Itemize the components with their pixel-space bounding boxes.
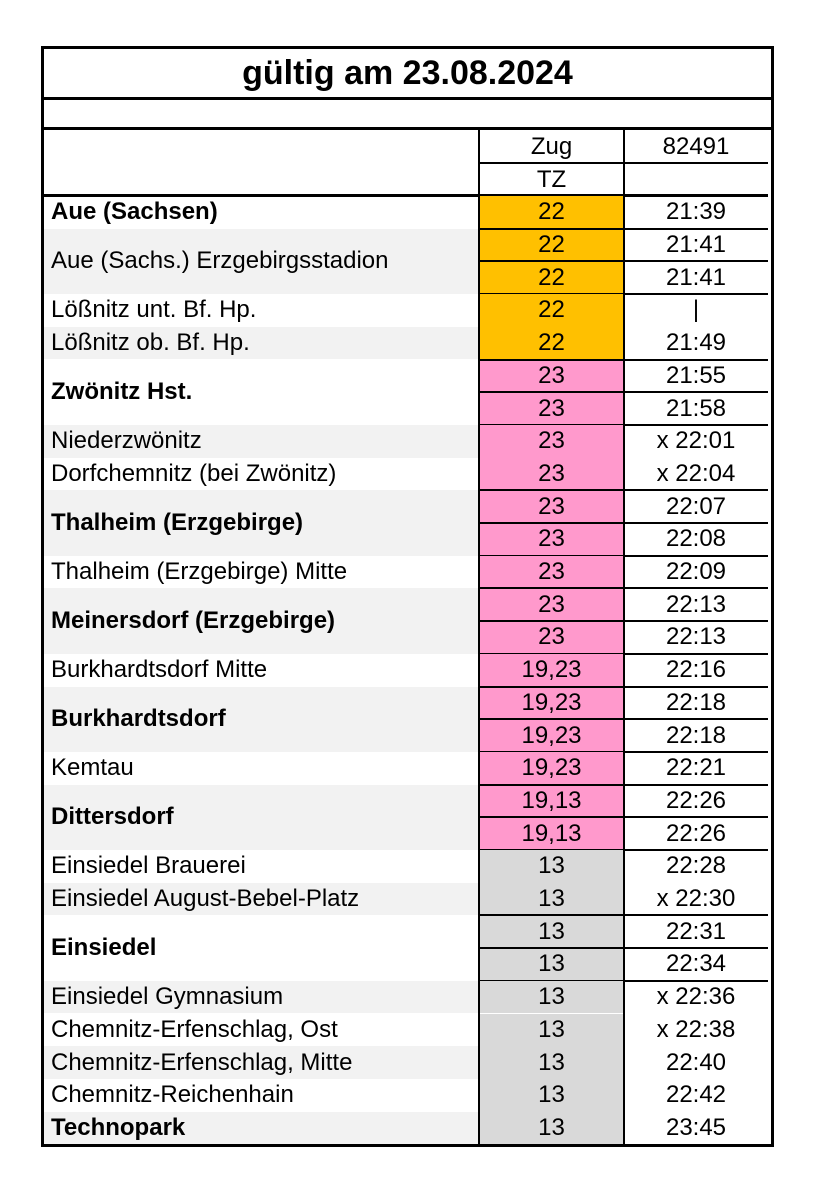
station-name: Lößnitz unt. Bf. Hp. bbox=[51, 296, 257, 324]
tz-cell: 23 bbox=[479, 360, 624, 393]
tz-cell: 23 bbox=[479, 588, 624, 621]
tz-cell: 13 bbox=[479, 1112, 624, 1145]
station-name: Thalheim (Erzgebirge) Mitte bbox=[51, 558, 348, 586]
station-name: Aue (Sachs.) Erzgebirgsstadion bbox=[44, 229, 486, 294]
station-name: Chemnitz-Erfenschlag, Mitte bbox=[44, 1046, 486, 1079]
time-cell: 21:58 bbox=[665, 394, 727, 422]
tz-cell: 23 bbox=[479, 621, 624, 654]
time-cell: x 22:04 bbox=[656, 459, 736, 487]
time-cell: 23:45 bbox=[665, 1113, 727, 1141]
tz-cell: 19,23 bbox=[479, 687, 624, 720]
time-cell: x 22:30 bbox=[656, 885, 736, 913]
tz-cell: 23 bbox=[479, 458, 624, 491]
tz-cell: 22 bbox=[479, 229, 624, 262]
tz-cell: 13 bbox=[479, 1046, 624, 1079]
station-name: Chemnitz-Reichenhain bbox=[51, 1081, 294, 1109]
time-cell: 22:09 bbox=[665, 558, 727, 586]
tz-cell: 13 bbox=[479, 883, 624, 916]
tz-cell: 23 bbox=[479, 425, 624, 458]
time-cell: 21:41 bbox=[665, 231, 727, 259]
time-cell: 22:18 bbox=[665, 721, 727, 749]
time-cell: x 22:01 bbox=[656, 427, 736, 455]
station-name: Aue (Sachsen) bbox=[51, 198, 218, 226]
station-name: Burkhardtsdorf bbox=[44, 687, 486, 752]
header-row2-label: TZ bbox=[536, 165, 567, 193]
tz-cell: 23 bbox=[479, 556, 624, 589]
time-cell: 22:13 bbox=[665, 590, 727, 618]
time-cell: 22:34 bbox=[665, 950, 727, 978]
tz-cell: 22 bbox=[479, 294, 624, 327]
tz-cell: 19,13 bbox=[479, 817, 624, 850]
station-name: Dorfchemnitz (bei Zwönitz) bbox=[51, 459, 337, 487]
tz-cell: 13 bbox=[479, 1079, 624, 1112]
time-cell: 21:49 bbox=[665, 329, 727, 357]
time-cell: 22:13 bbox=[665, 623, 727, 651]
header-row1-value: 82491 bbox=[662, 132, 730, 160]
column-divider-1 bbox=[478, 130, 480, 1144]
station-name: Einsiedel August-Bebel-Platz bbox=[44, 883, 486, 916]
time-cell: 21:55 bbox=[665, 361, 727, 389]
station-name: Dittersdorf bbox=[44, 785, 486, 850]
station-name: Niederzwönitz bbox=[44, 425, 486, 458]
time-cell: 22:16 bbox=[665, 656, 727, 684]
tz-cell: 23 bbox=[479, 392, 624, 425]
tz-cell: 23 bbox=[479, 523, 624, 556]
station-name: Einsiedel bbox=[51, 934, 157, 962]
station-name: Technopark bbox=[44, 1112, 486, 1145]
header-row2-value bbox=[624, 163, 768, 196]
station-name: Lößnitz ob. Bf. Hp. bbox=[44, 327, 486, 360]
station-name: Chemnitz-Erfenschlag, Ost bbox=[51, 1015, 338, 1043]
time-cell: 22:28 bbox=[665, 852, 727, 880]
time-cell: 22:31 bbox=[665, 917, 727, 945]
time-cell: x 22:38 bbox=[656, 1015, 736, 1043]
time-cell: x 22:36 bbox=[656, 983, 736, 1011]
tz-cell: 13 bbox=[479, 1014, 624, 1047]
tz-cell: 19,23 bbox=[479, 752, 624, 785]
tz-cell: 13 bbox=[479, 915, 624, 948]
time-cell: | bbox=[692, 296, 700, 324]
station-name: Kemtau bbox=[51, 754, 134, 782]
time-cell: 21:41 bbox=[665, 263, 727, 291]
tz-cell: 13 bbox=[479, 948, 624, 981]
time-cell: 22:42 bbox=[665, 1081, 727, 1109]
header-row1-label: Zug bbox=[530, 132, 573, 160]
tz-cell: 19,13 bbox=[479, 785, 624, 818]
time-cell: 22:21 bbox=[665, 754, 727, 782]
tz-cell: 13 bbox=[479, 981, 624, 1014]
tz-cell: 19,23 bbox=[479, 654, 624, 687]
tz-cell: 22 bbox=[479, 327, 624, 360]
station-name: Einsiedel Brauerei bbox=[51, 852, 246, 880]
tz-cell: 13 bbox=[479, 850, 624, 883]
time-cell: 22:07 bbox=[665, 492, 727, 520]
station-name: Meinersdorf (Erzgebirge) bbox=[44, 588, 486, 653]
tz-cell: 19,23 bbox=[479, 719, 624, 752]
time-cell: 22:18 bbox=[665, 688, 727, 716]
tz-cell: 22 bbox=[479, 196, 624, 229]
column-divider-2 bbox=[623, 130, 625, 1144]
timetable bbox=[41, 127, 774, 1147]
time-cell: 22:08 bbox=[665, 525, 727, 553]
station-name: Burkhardtsdorf Mitte bbox=[51, 656, 268, 684]
tz-cell: 22 bbox=[479, 261, 624, 294]
time-cell: 22:26 bbox=[665, 786, 727, 814]
timetable-title: gültig am 23.08.2024 bbox=[41, 46, 774, 100]
time-cell: 22:26 bbox=[665, 819, 727, 847]
station-name: Thalheim (Erzgebirge) bbox=[44, 490, 486, 555]
title-spacer bbox=[41, 97, 774, 130]
time-cell: 22:40 bbox=[665, 1048, 727, 1076]
tz-cell: 23 bbox=[479, 490, 624, 523]
time-cell: 21:39 bbox=[665, 198, 727, 226]
station-name: Einsiedel Gymnasium bbox=[44, 981, 486, 1014]
station-name: Zwönitz Hst. bbox=[51, 378, 193, 406]
